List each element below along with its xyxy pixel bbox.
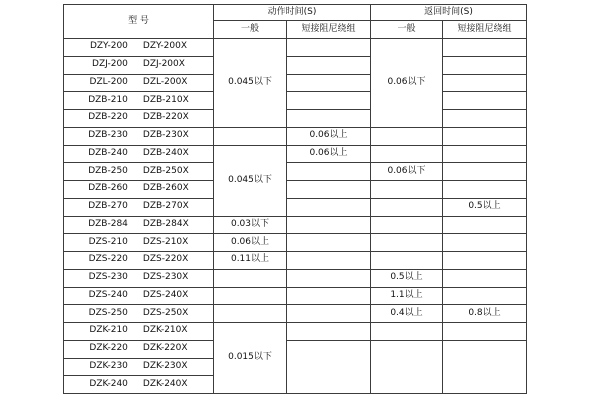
action-damping-cell	[287, 269, 371, 287]
model-variant: DZB-260X	[142, 183, 189, 194]
table-row	[64, 56, 527, 74]
return-damping-cell	[443, 234, 527, 252]
model-variant: DZB-210X	[142, 94, 189, 105]
return-damping-cell	[443, 145, 527, 163]
action-general-cell: 0.045以下	[214, 39, 287, 128]
table-row	[64, 252, 527, 270]
model-cell	[64, 110, 214, 128]
model-base: DZY-200	[89, 41, 128, 52]
model-cell	[64, 56, 214, 74]
model-variant: DZS-240X	[142, 289, 189, 300]
action-damping-cell	[287, 110, 371, 128]
header-model-label: 型 号	[128, 15, 149, 26]
return-damping-cell	[443, 39, 527, 57]
return-general-cell: 0.4以上	[371, 305, 443, 323]
table-row	[64, 39, 527, 57]
return-general-cell	[371, 234, 443, 252]
return-damping-cell	[443, 110, 527, 128]
model-variant: DZK-210X	[142, 325, 188, 336]
model-base: DZK-210	[89, 325, 128, 336]
model-base: DZK-240	[89, 378, 128, 389]
return-damping-cell: 0.8以上	[443, 305, 527, 323]
header-action-damping: 短接阻尼绕组	[287, 21, 371, 39]
model-base: DZS-220	[88, 254, 128, 265]
model-variant: DZS-230X	[142, 272, 189, 283]
model-variant: DZB-220X	[142, 112, 189, 123]
return-damping-cell	[443, 252, 527, 270]
table-row	[64, 234, 527, 252]
return-damping-cell	[443, 92, 527, 110]
table-row	[64, 305, 527, 323]
return-damping-cell	[443, 269, 527, 287]
table-row	[64, 145, 527, 163]
model-variant: DZS-210X	[142, 236, 189, 247]
model-base: DZB-260	[88, 183, 128, 194]
header-action-time: 动作时间(S)	[214, 5, 371, 21]
return-general-cell	[371, 252, 443, 270]
model-variant: DZB-230X	[142, 130, 189, 141]
model-cell	[64, 376, 214, 394]
model-base: DZL-200	[89, 76, 128, 87]
action-damping-cell	[287, 323, 371, 341]
return-damping-cell: 0.5以上	[443, 198, 527, 216]
action-damping-cell	[287, 92, 371, 110]
model-base: DZB-284	[88, 218, 128, 229]
model-base: DZK-220	[89, 343, 128, 354]
action-damping-cell	[287, 234, 371, 252]
spec-table	[63, 4, 527, 394]
model-variant: DZB-284X	[142, 218, 189, 229]
header-return-general: 一般	[371, 21, 443, 39]
model-cell	[64, 323, 214, 341]
return-damping-cell	[443, 56, 527, 74]
action-general-cell	[214, 305, 287, 323]
table-row	[64, 269, 527, 287]
model-cell	[64, 181, 214, 199]
model-cell	[64, 39, 214, 57]
action-general-cell: 0.045以下	[214, 145, 287, 216]
action-damping-cell: 0.06以上	[287, 145, 371, 163]
model-cell	[64, 92, 214, 110]
action-damping-cell	[287, 56, 371, 74]
action-damping-cell	[287, 181, 371, 199]
action-general-cell: 0.03以下	[214, 216, 287, 234]
header-action-general: 一般	[214, 21, 287, 39]
model-cell	[64, 269, 214, 287]
model-cell	[64, 234, 214, 252]
model-base: DZS-230	[88, 272, 128, 283]
return-general-cell	[371, 127, 443, 145]
model-base: DZB-230	[88, 130, 128, 141]
model-cell	[64, 198, 214, 216]
model-variant: DZB-250X	[142, 165, 189, 176]
action-damping-cell: 0.06以上	[287, 127, 371, 145]
action-general-cell: 0.11以上	[214, 252, 287, 270]
model-cell	[64, 216, 214, 234]
model-base: DZB-220	[88, 112, 128, 123]
model-base: DZS-250	[88, 307, 128, 318]
model-variant: DZK-220X	[142, 343, 188, 354]
model-cell	[64, 287, 214, 305]
return-damping-cell	[443, 74, 527, 92]
return-general-cell	[371, 198, 443, 216]
model-cell	[64, 358, 214, 376]
model-base: DZS-240	[88, 289, 128, 300]
table-row	[64, 92, 527, 110]
model-cell	[64, 252, 214, 270]
return-general-cell	[371, 145, 443, 163]
model-base: DZB-240	[88, 147, 128, 158]
return-general-cell: 0.06以下	[371, 39, 443, 128]
header-return-damping: 短接阻尼绕组	[443, 21, 527, 39]
action-damping-cell	[287, 216, 371, 234]
action-damping-cell	[287, 287, 371, 305]
model-variant: DZL-200X	[142, 76, 188, 87]
table-row	[64, 323, 527, 341]
action-damping-cell	[287, 74, 371, 92]
action-general-cell	[214, 287, 287, 305]
return-general-cell	[371, 340, 443, 393]
model-variant: DZJ-200X	[142, 59, 185, 70]
model-variant: DZY-200X	[142, 41, 188, 52]
return-general-cell: 1.1以上	[371, 287, 443, 305]
header-model	[64, 5, 214, 39]
return-general-cell	[371, 216, 443, 234]
action-damping-cell	[287, 163, 371, 181]
model-base: DZB-210	[88, 94, 128, 105]
action-general-cell	[214, 127, 287, 145]
action-general-cell: 0.06以上	[214, 234, 287, 252]
table-row	[64, 287, 527, 305]
return-damping-cell	[443, 323, 527, 341]
model-cell	[64, 145, 214, 163]
return-damping-cell	[443, 216, 527, 234]
table-row	[64, 74, 527, 92]
model-cell	[64, 305, 214, 323]
table-row	[64, 127, 527, 145]
return-damping-cell	[443, 181, 527, 199]
return-damping-cell	[443, 340, 527, 393]
model-variant: DZS-220X	[142, 254, 189, 265]
table-row	[64, 340, 527, 358]
model-cell	[64, 74, 214, 92]
table-row	[64, 216, 527, 234]
model-base: DZS-210	[88, 236, 128, 247]
return-general-cell: 0.5以上	[371, 269, 443, 287]
model-base: DZB-250	[88, 165, 128, 176]
action-damping-cell	[287, 198, 371, 216]
action-damping-cell	[287, 39, 371, 57]
table-row	[64, 198, 527, 216]
table-row	[64, 110, 527, 128]
model-variant: DZB-240X	[142, 147, 189, 158]
model-variant: DZK-240X	[142, 378, 188, 389]
model-cell	[64, 163, 214, 181]
model-variant: DZS-250X	[142, 307, 189, 318]
model-variant: DZK-230X	[142, 360, 188, 371]
action-general-cell: 0.015以下	[214, 323, 287, 394]
table-row	[64, 163, 527, 181]
model-cell	[64, 340, 214, 358]
model-variant: DZB-270X	[142, 201, 189, 212]
action-damping-cell	[287, 340, 371, 393]
return-general-cell	[371, 323, 443, 341]
return-general-cell: 0.06以下	[371, 163, 443, 181]
return-damping-cell	[443, 163, 527, 181]
action-general-cell	[214, 269, 287, 287]
table-row	[64, 181, 527, 199]
action-damping-cell	[287, 305, 371, 323]
model-cell	[64, 127, 214, 145]
return-damping-cell	[443, 287, 527, 305]
model-base: DZB-270	[88, 201, 128, 212]
action-damping-cell	[287, 252, 371, 270]
return-general-cell	[371, 181, 443, 199]
model-base: DZK-230	[89, 360, 128, 371]
header-return-time: 返回时间(S)	[371, 5, 527, 21]
return-damping-cell	[443, 127, 527, 145]
model-base: DZJ-200	[92, 59, 128, 70]
